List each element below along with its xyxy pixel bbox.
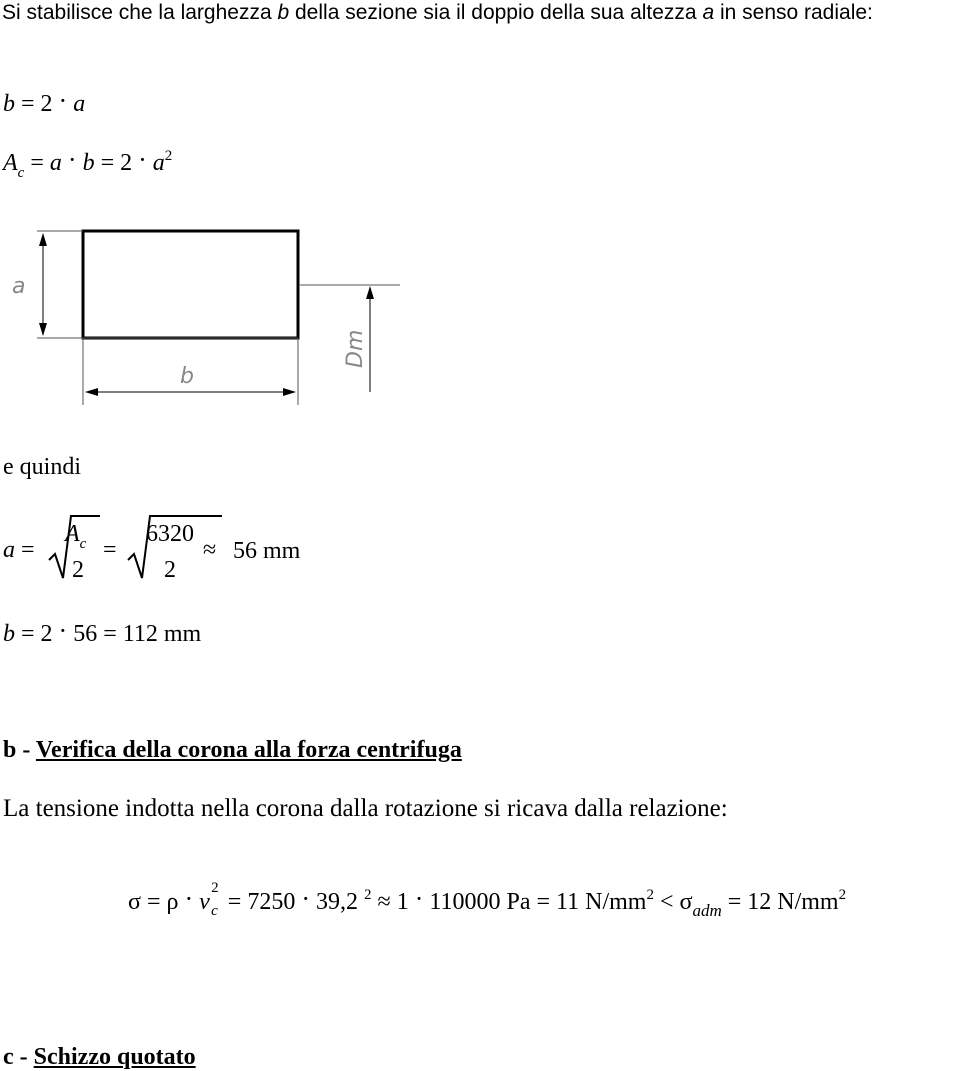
arrow-left-icon: [85, 388, 98, 396]
eq2-sub-c: c: [17, 165, 25, 181]
equation-b-value: [3, 616, 202, 647]
eq2-a2: a: [152, 150, 165, 176]
arrow-right-icon: [283, 388, 296, 396]
eq5-v: v: [199, 889, 210, 915]
eq2-exp: 2: [164, 148, 173, 164]
eq4-b: b: [3, 621, 15, 647]
label-dm: Dm: [343, 329, 368, 368]
intro-text: [2, 2, 873, 23]
dot-operator: ·: [58, 616, 68, 645]
intro-pre: Si stabilisce che la larghezza: [2, 1, 278, 24]
text-quindi: e quindi: [3, 454, 81, 480]
approx-symbol: ≈: [203, 537, 217, 563]
eq2-b: b: [82, 150, 95, 176]
equation-area: [3, 145, 173, 181]
eq3-eq: =: [21, 537, 35, 563]
section-rectangle: [83, 231, 298, 338]
eq3-lhs: [3, 538, 35, 562]
eq2-eq: =: [24, 150, 50, 176]
intro-mid: della sezione sia il doppio della sua altezza: [289, 1, 703, 24]
eq5-val-39: 39,2: [316, 889, 359, 915]
label-a: a: [12, 274, 26, 299]
section-c-prefix: c -: [3, 1044, 34, 1070]
eq3-den2: 2: [164, 557, 176, 583]
eq1-a: a: [73, 91, 86, 117]
dot-operator: ·: [58, 86, 68, 115]
eq1-b: b: [3, 91, 15, 117]
eq3-num1: [65, 521, 87, 552]
eq1-mid: = 2: [15, 91, 59, 117]
eq5-eq1: =: [140, 889, 167, 915]
eq5-exp2: 2: [646, 887, 654, 903]
eq2-A: A: [3, 150, 18, 176]
equation-sigma: [128, 880, 847, 920]
eq3-sub-c: c: [79, 536, 87, 552]
eq5-v-exp: 2: [211, 880, 219, 896]
eq5-one: 1: [396, 889, 415, 915]
dot-operator: ·: [301, 884, 311, 913]
eq5-tail: = 12 N/mm: [721, 889, 839, 915]
approx-symbol: ≈: [377, 889, 391, 915]
eq4-rest: = 2: [15, 621, 59, 647]
eq2-eq2: = 2: [94, 150, 139, 176]
section-c-title: Schizzo quotato: [33, 1044, 196, 1070]
section-c-heading: [3, 1045, 196, 1069]
rho-symbol: ρ: [166, 889, 179, 915]
eq3-A: A: [65, 521, 80, 547]
eq5-exp1: 2: [364, 887, 372, 903]
eq3-num2: 6320: [146, 521, 194, 547]
arrow-up-icon: [366, 286, 374, 299]
label-b: b: [180, 364, 194, 389]
section-b-prefix: b -: [3, 737, 36, 763]
cross-section-diagram: [0, 220, 420, 420]
eq3-a: a: [3, 537, 15, 563]
less-than-symbol: <: [659, 889, 674, 915]
intro-var-b: b: [277, 1, 290, 24]
paragraph-tension: La tensione indotta nella corona dalla rotazione si ricava dalla relazione:: [3, 795, 728, 822]
eq5-rest: 110000 Pa = 11 N/mm: [429, 889, 647, 915]
eq5-exp3: 2: [838, 887, 847, 903]
sigma-symbol: σ: [679, 889, 693, 915]
intro-post: in senso radiale:: [714, 1, 873, 24]
section-b-heading: [3, 738, 462, 762]
eq5-v-group: [199, 880, 219, 919]
dot-operator: ·: [414, 884, 424, 913]
dot-operator: ·: [138, 145, 147, 174]
arrow-down-icon: [39, 323, 47, 336]
dot-operator: ·: [67, 145, 77, 174]
eq5-v-sub: c: [211, 903, 218, 919]
eq4-val: 56 = 112 mm: [73, 621, 202, 647]
eq3-result: 56 mm: [233, 538, 301, 564]
eq5-sub-adm: adm: [692, 901, 722, 920]
sigma-symbol: σ: [128, 889, 141, 915]
arrow-up-icon: [39, 233, 47, 246]
eq3-den1: 2: [72, 557, 84, 583]
eq3-eq-mid: =: [103, 537, 117, 563]
equation-b-2a: [3, 86, 86, 117]
eq2-a: a: [49, 150, 62, 176]
section-b-title: Verifica della corona alla forza centrifuga: [35, 737, 462, 763]
intro-var-a: a: [702, 1, 715, 24]
dot-operator: ·: [184, 884, 194, 913]
eq5-val-7250: = 7250: [221, 889, 302, 915]
